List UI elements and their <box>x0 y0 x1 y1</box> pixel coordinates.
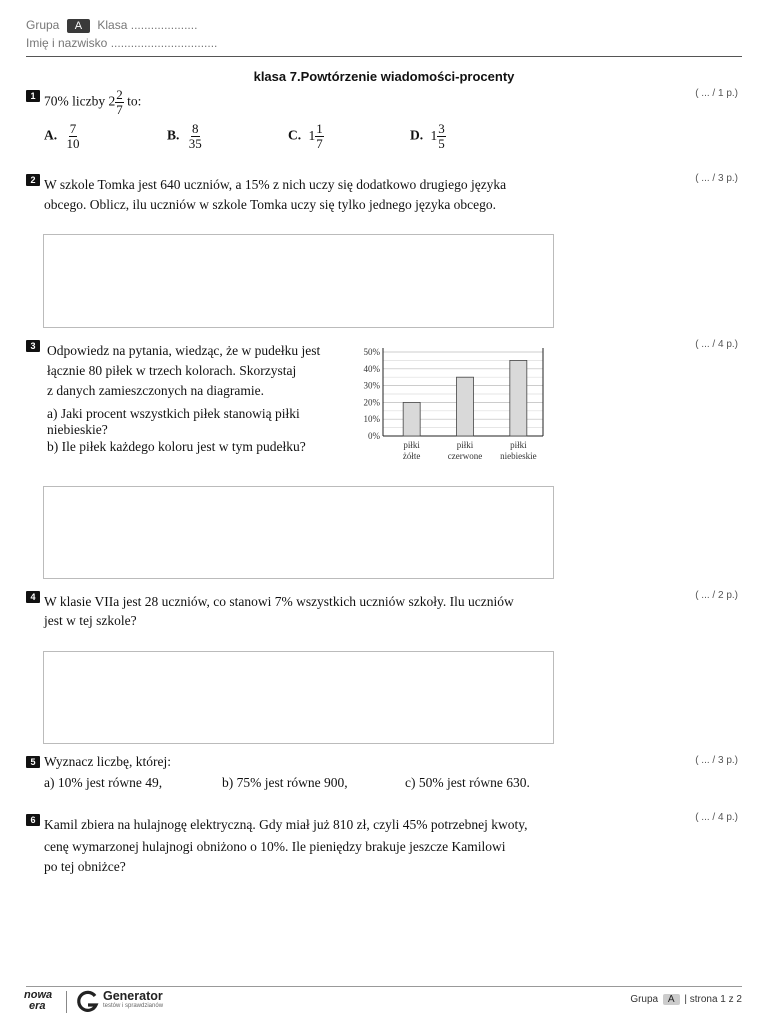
question-1-text: 70% liczby 2 $\frac{2}{7}$ to: <box>44 87 142 117</box>
question-number-1: 1 <box>26 90 40 102</box>
points-3: ( ... / 4 p.) <box>695 339 738 350</box>
x-category-label: żółte <box>402 451 421 461</box>
question-3b: b) Ile piłek każdego koloru jest w tym pudełku? <box>47 439 306 454</box>
question-2-line-1: W szkole Tomka jest 640 uczniów, a 15% z nich uczy się dodatkowo drugiego języka <box>44 177 507 192</box>
chart-bars <box>403 360 527 436</box>
points-5: ( ... / 3 p.) <box>695 755 738 766</box>
points-6: ( ... / 4 p.) <box>695 812 738 823</box>
chart-y-ticks <box>364 347 381 441</box>
answer-box-2[interactable] <box>43 234 554 328</box>
question-4-line-1: W klasie VIIa jest 28 uczniów, co stanowi 7% wszystkich uczniów szkoły. Ilu uczniów <box>44 594 514 609</box>
chart-x-labels <box>403 440 537 461</box>
y-tick-label: 0% <box>368 431 380 441</box>
group-label: Grupa <box>26 18 60 32</box>
points-1: ( ... / 1 p.) <box>695 88 738 99</box>
question-3a-line-2: niebieskie? <box>47 422 108 437</box>
question-4-line-2: jest w tej szkole? <box>44 613 137 628</box>
class-label: Klasa .................... <box>97 18 198 32</box>
y-tick-label: 40% <box>363 363 380 374</box>
question-3-line-2: łącznie 80 piłek w trzech kolorach. Skorzystaj <box>47 363 297 378</box>
page-title: klasa 7.Powtórzenie wiadomości-procenty <box>253 69 515 84</box>
generator-logo-text: Generator testów i sprawdzianów <box>103 989 164 1009</box>
bar-chart <box>350 342 550 466</box>
question-5-a: a) 10% jest równe 49, <box>44 775 163 790</box>
answers-1 <box>44 122 564 156</box>
question-3a-line-1: a) Jaki procent wszystkich piłek stanowią piłki <box>47 406 300 421</box>
question-5-c: c) 50% jest równe 630. <box>405 775 530 790</box>
group-line <box>26 18 197 33</box>
answer-d: D. 1 $\frac{3}{5}$ <box>410 121 445 151</box>
bar <box>510 360 527 436</box>
y-tick-label: 30% <box>363 380 380 391</box>
bar <box>457 377 474 436</box>
generator-logo-icon <box>76 990 100 1014</box>
points-4: ( ... / 2 p.) <box>695 590 738 601</box>
question-5-line-1: Wyznacz liczbę, której: <box>44 754 171 769</box>
question-6-line-2: cenę wymarzonej hulajnogi obniżono o 10%. Ile pieniędzy brakuje jeszcze Kamilowi <box>44 839 506 854</box>
question-number-6: 6 <box>26 814 40 826</box>
header-divider <box>26 56 742 57</box>
x-category-label: piłki <box>403 440 420 450</box>
question-6-line-3: po tej obniżce? <box>44 859 126 874</box>
answer-c: C. 1 $\frac{1}{7}$ <box>288 121 323 151</box>
question-2-line-2: obcego. Oblicz, ilu uczniów w szkole Tomka uczy się tylko jednego języka obcego. <box>44 197 497 212</box>
answer-a: A. $\frac{7}{10}$ <box>44 121 80 151</box>
points-2: ( ... / 3 p.) <box>695 173 738 184</box>
y-tick-label: 50% <box>363 347 380 357</box>
footer-logo-divider <box>66 991 67 1013</box>
x-category-label: niebieskie <box>500 451 537 461</box>
y-tick-label: 10% <box>363 414 380 425</box>
answer-box-3[interactable] <box>43 486 554 579</box>
answer-box-4[interactable] <box>43 651 554 744</box>
question-3-line-3: z danych zamieszczonych na diagramie. <box>47 383 265 398</box>
x-category-label: piłki <box>510 440 527 450</box>
footer-divider <box>26 986 742 987</box>
y-tick-label: 20% <box>363 397 380 408</box>
fraction: $\frac{2}{7}$ <box>116 87 123 117</box>
x-category-label: piłki <box>456 440 474 450</box>
x-category-label: czerwone <box>447 451 483 461</box>
question-number-5: 5 <box>26 756 40 768</box>
question-5-b: b) 75% jest równe 900, <box>222 775 348 790</box>
question-number-4: 4 <box>26 591 40 603</box>
name-line: Imię i nazwisko ................................ <box>26 36 218 50</box>
question-6-line-1: Kamil zbiera na hulajnogę elektryczną. Gdy miał już 810 zł, czyli 45% potrzebnej kwoty, <box>44 817 528 832</box>
nowa-era-logo: nowa era <box>24 989 53 1012</box>
question-number-2: 2 <box>26 174 40 186</box>
footer-page-info: Grupa A | strona 1 z 2 <box>630 994 742 1005</box>
question-3-line-1: Odpowiedz na pytania, wiedząc, że w pudełku jest <box>47 343 321 358</box>
group-badge: A <box>67 19 90 33</box>
question-number-3: 3 <box>26 340 40 352</box>
footer-group-badge: A <box>663 994 680 1005</box>
answer-b: B. $\frac{8}{35}$ <box>167 121 202 151</box>
bar <box>403 402 420 436</box>
